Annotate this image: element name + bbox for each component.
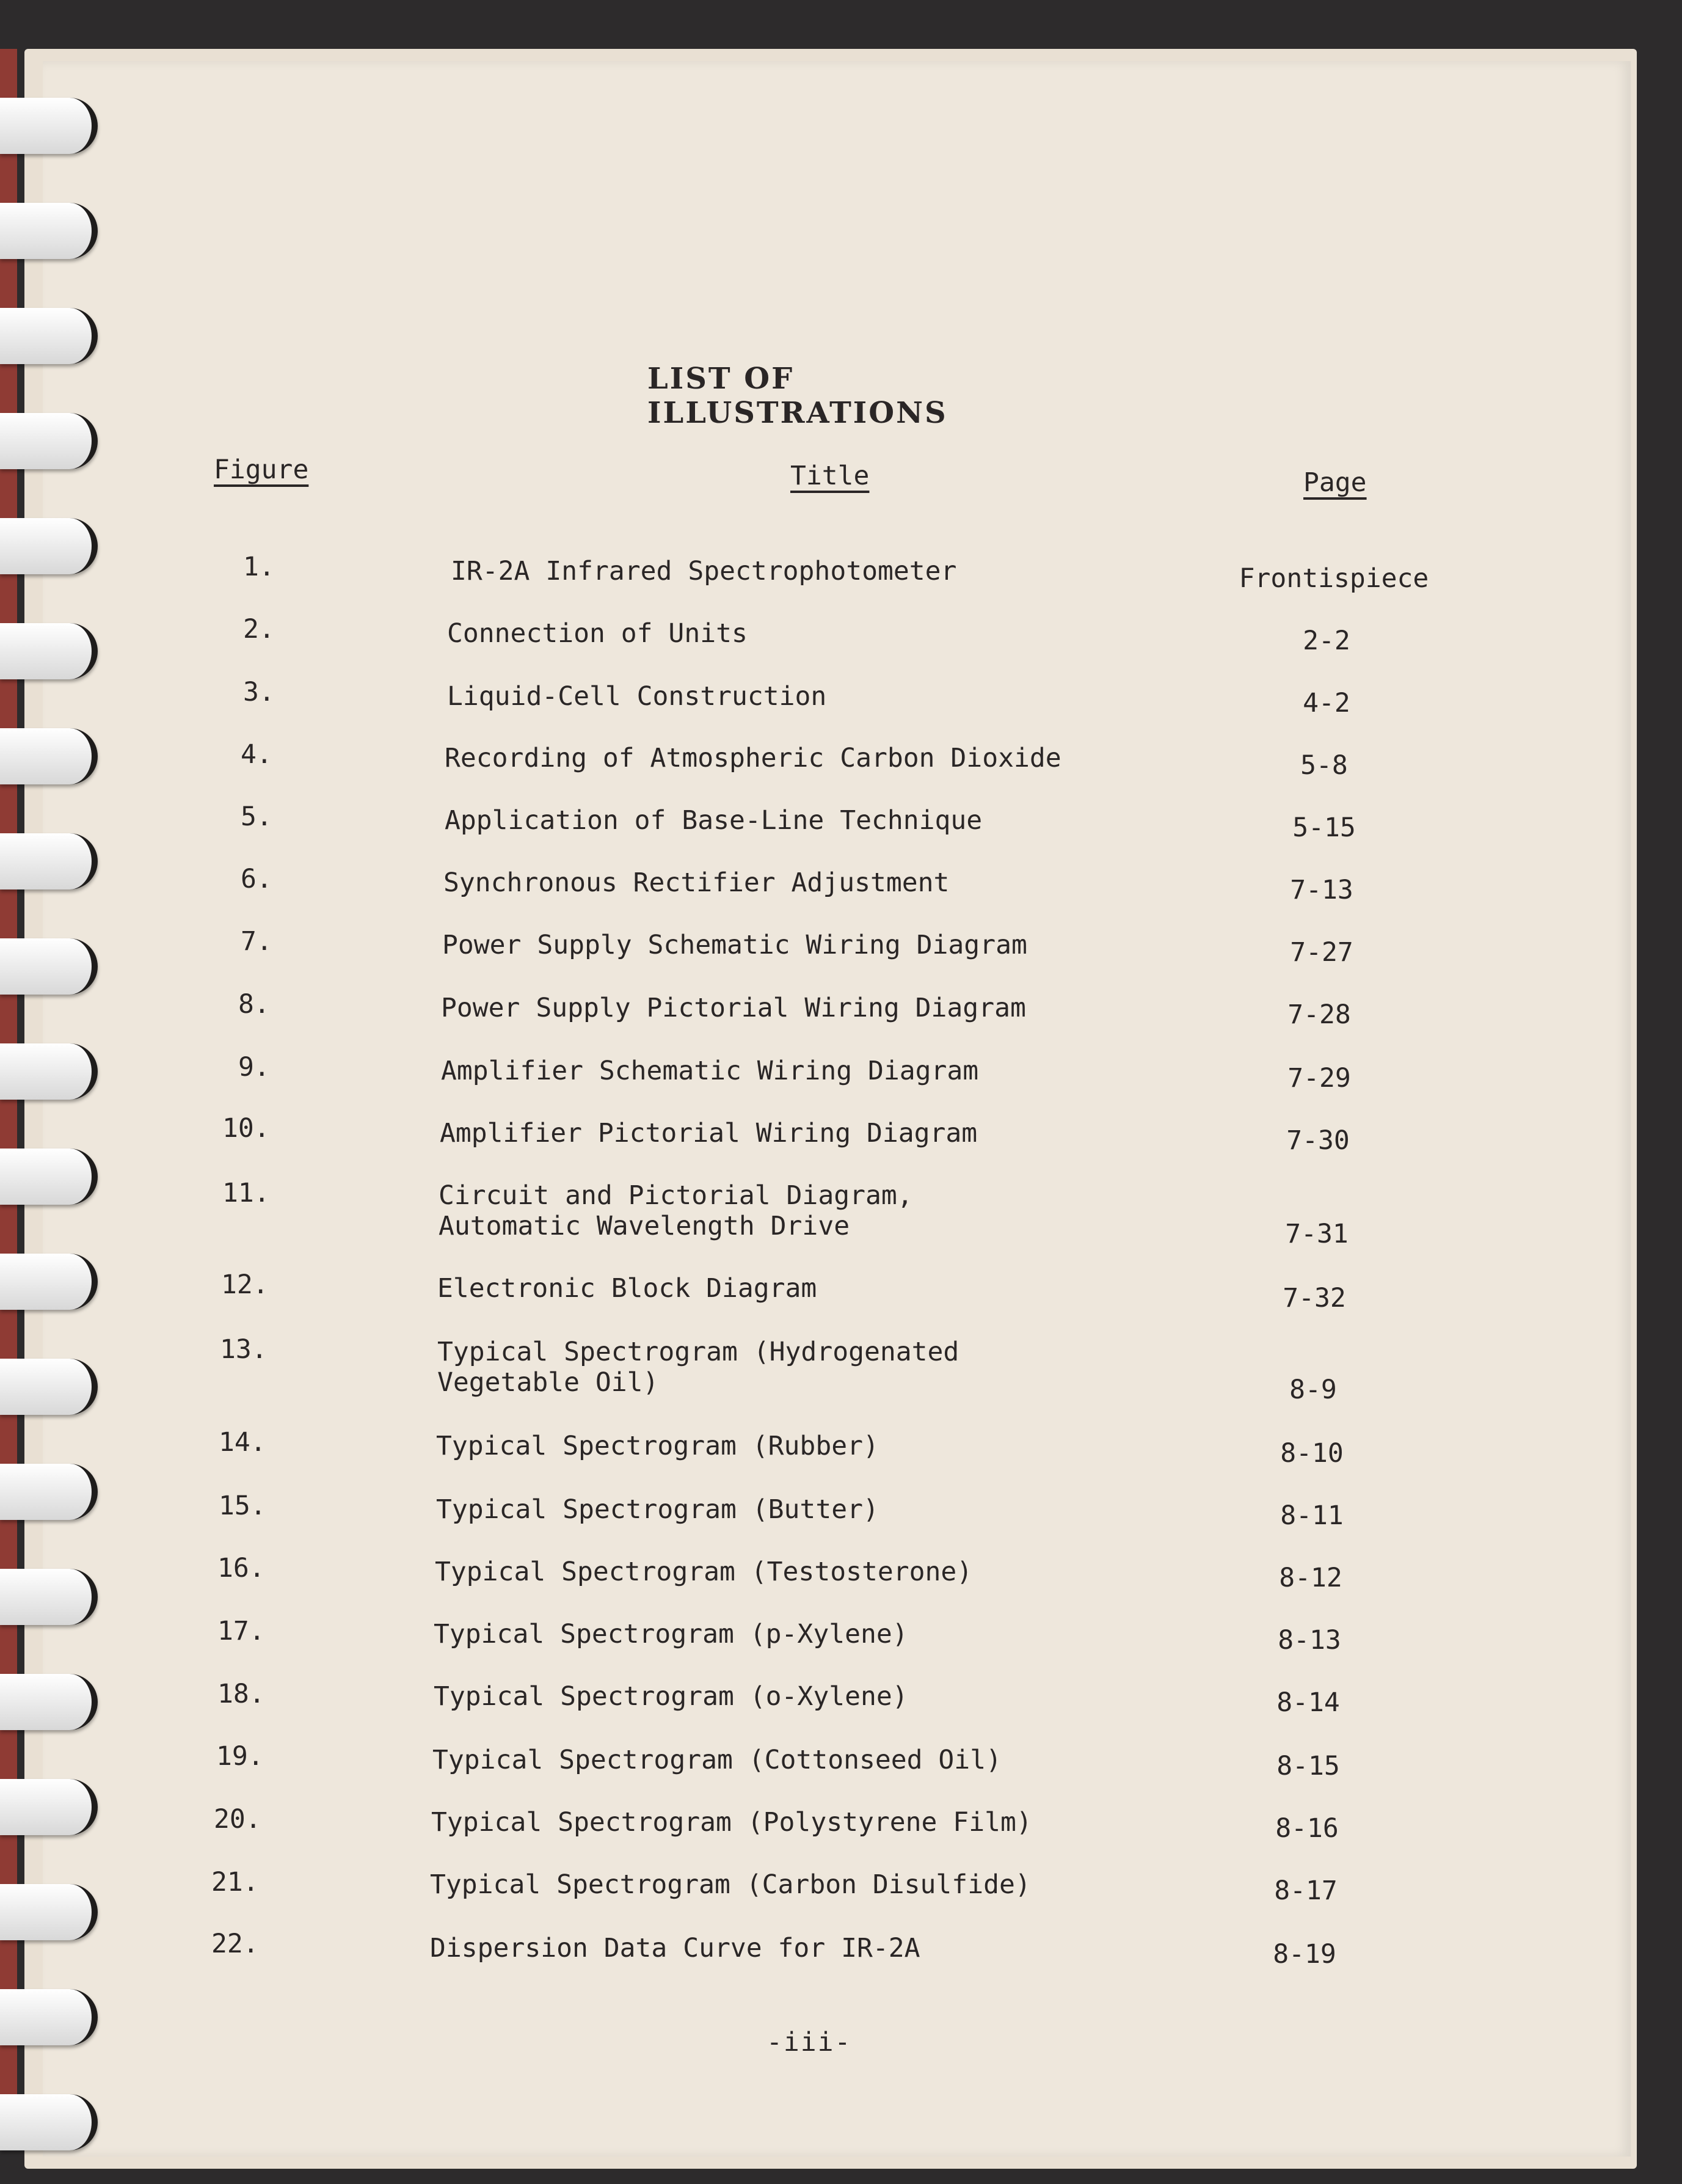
figure-page: 8-14 <box>1276 1687 1340 1718</box>
figure-page: 7-27 <box>1290 937 1353 968</box>
figure-title: Power Supply Schematic Wiring Diagram <box>442 930 1027 960</box>
figure-page: 8-12 <box>1279 1563 1342 1593</box>
figure-page: 8-15 <box>1276 1751 1340 1781</box>
figure-page: 5-8 <box>1300 750 1348 781</box>
figure-page: 8-9 <box>1289 1375 1337 1405</box>
figure-title: Typical Spectrogram (Rubber) <box>436 1431 879 1461</box>
figure-page: 5-15 <box>1292 813 1356 843</box>
figure-page: 8-19 <box>1273 1939 1336 1970</box>
figure-title: Liquid-Cell Construction <box>447 681 827 712</box>
figure-title: Dispersion Data Curve for IR-2A <box>430 1933 920 1963</box>
figure-page: 7-30 <box>1286 1125 1350 1156</box>
title-column-header: Title <box>790 461 870 491</box>
figure-number: 15. <box>219 1491 266 1521</box>
figure-number: 17. <box>217 1616 265 1646</box>
figure-number: 6. <box>241 864 272 894</box>
figure-number: 10. <box>222 1113 270 1144</box>
page-column-header: Page <box>1303 467 1367 498</box>
figure-page: 8-11 <box>1280 1500 1344 1531</box>
figure-page: 7-29 <box>1287 1063 1351 1094</box>
figure-page: 8-16 <box>1275 1813 1339 1844</box>
figure-title: Typical Spectrogram (p-Xylene) <box>434 1619 908 1649</box>
figure-title: Power Supply Pictorial Wiring Diagram <box>441 993 1026 1023</box>
figure-page: 8-17 <box>1274 1875 1338 1906</box>
figure-title: Typical Spectrogram (Polystyrene Film) <box>431 1807 1032 1838</box>
figure-title: Recording of Atmospheric Carbon Dioxide <box>445 743 1061 773</box>
figure-title: Connection of Units <box>447 618 748 649</box>
figure-number: 14. <box>219 1427 266 1458</box>
figure-number: 9. <box>238 1052 270 1083</box>
figure-title: Circuit and Pictorial Diagram, Automatic Wavelength Drive <box>439 1180 913 1241</box>
figure-title: Typical Spectrogram (o-Xylene) <box>434 1681 908 1712</box>
figure-number: 1. <box>243 552 275 582</box>
figure-number: 22. <box>211 1929 259 1959</box>
figure-number: 8. <box>238 989 270 1020</box>
figure-page: 2-2 <box>1303 626 1350 656</box>
figure-number: 21. <box>211 1867 259 1897</box>
figure-column-header: Figure <box>214 455 309 485</box>
figure-title: Electronic Block Diagram <box>437 1273 817 1304</box>
figure-title: Amplifier Pictorial Wiring Diagram <box>440 1118 978 1149</box>
figure-page: 7-32 <box>1283 1283 1346 1313</box>
figure-page: Frontispiece <box>1239 563 1429 594</box>
page-title: LIST OF ILLUSTRATIONS <box>647 362 948 430</box>
figure-number: 3. <box>243 677 275 707</box>
figure-title: Typical Spectrogram (Hydrogenated Vegetable Oil) <box>437 1337 959 1398</box>
figure-page: 8-13 <box>1278 1625 1341 1656</box>
figure-number: 16. <box>217 1553 265 1583</box>
figure-title: Typical Spectrogram (Testosterone) <box>435 1557 973 1587</box>
figure-page: 7-28 <box>1287 999 1351 1030</box>
figure-title: Synchronous Rectifier Adjustment <box>443 867 950 898</box>
figure-page: 7-13 <box>1290 875 1353 905</box>
figure-title: Typical Spectrogram (Butter) <box>436 1494 879 1525</box>
figure-number: 20. <box>214 1804 261 1835</box>
figure-number: 7. <box>241 926 272 957</box>
figure-page: 8-10 <box>1280 1438 1344 1469</box>
figure-page: 7-31 <box>1285 1219 1349 1249</box>
figure-number: 11. <box>222 1178 270 1208</box>
figure-title: Application of Base-Line Technique <box>445 805 983 836</box>
figure-number: 4. <box>241 739 272 770</box>
figure-number: 2. <box>243 614 275 645</box>
figure-title: Amplifier Schematic Wiring Diagram <box>441 1056 979 1086</box>
page-number: -iii- <box>766 2027 852 2058</box>
figure-title: Typical Spectrogram (Carbon Disulfide) <box>430 1869 1031 1900</box>
figure-page: 4-2 <box>1303 688 1350 718</box>
figure-number: 5. <box>241 802 272 832</box>
figure-title: Typical Spectrogram (Cottonseed Oil) <box>432 1745 1002 1775</box>
figure-title: IR-2A Infrared Spectrophotometer <box>451 556 957 586</box>
figure-number: 12. <box>221 1269 269 1300</box>
figure-number: 19. <box>216 1741 264 1772</box>
figure-number: 18. <box>217 1679 265 1709</box>
figure-number: 13. <box>220 1334 268 1365</box>
